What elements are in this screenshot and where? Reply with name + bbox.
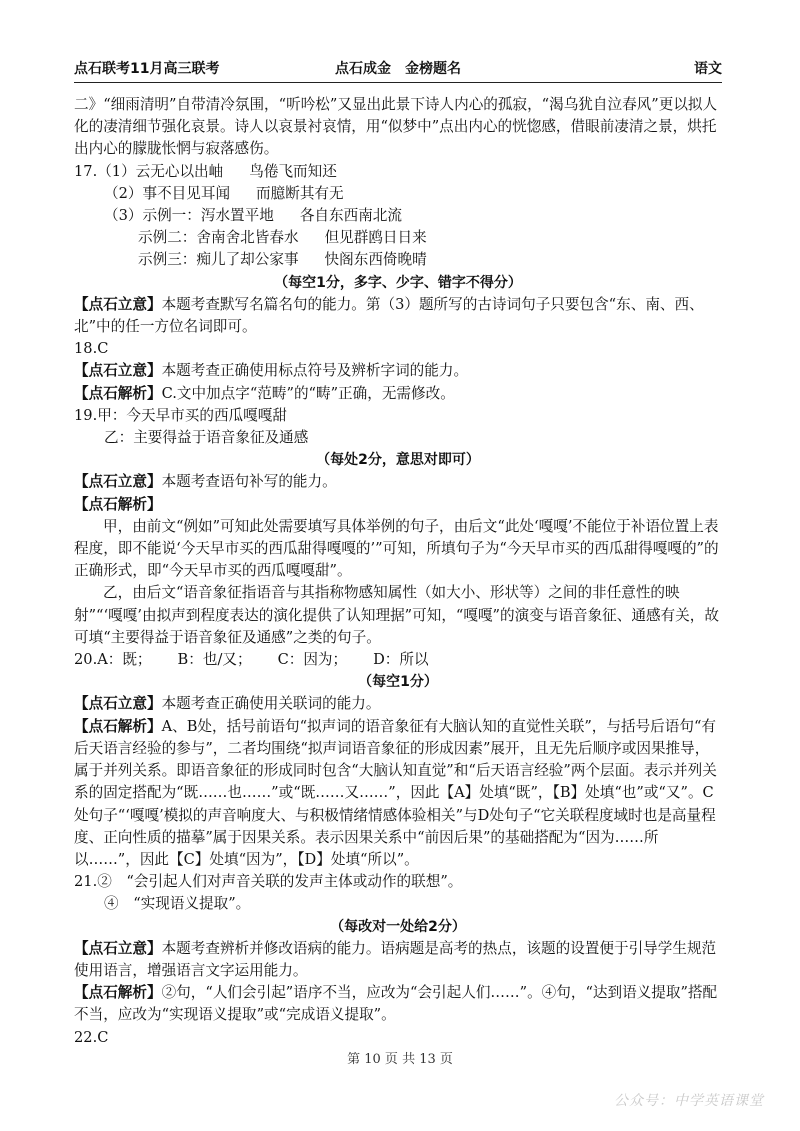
q17-item2: （2）事不目见耳闻 而臆断其有无 xyxy=(104,184,344,202)
q19-analysis-tag: 【点石解析】 xyxy=(74,495,162,513)
q21-answer-a: 21.② “会引起人们对声音关联的发声主体或动作的联想”。 xyxy=(74,873,463,891)
header-slogan: 点石成金 金榜题名 xyxy=(335,61,461,77)
q20-answer: 20.A：既； B：也/又； C：因为； D：所以 xyxy=(74,651,429,669)
q21-scoring: （每改对一处给2分） xyxy=(330,918,466,935)
q21-analysis: 【点石解析】②句，“人们会引起”语序不当，应改为“会引起人们……”。④句，“达到语义提取”搭配不当，应改为“实现语义提取”或“完成语义提取”。 xyxy=(74,984,718,1024)
q17-item3-example2: 示例二：舍南舍北皆春水 但见群鸥日日来 xyxy=(138,229,427,247)
q19-scoring: （每处2分，意思对即可） xyxy=(316,452,480,469)
q20-scoring: （每空1分） xyxy=(358,674,438,691)
q17-scoring: （每空1分，多字、少字、错字不得分） xyxy=(274,274,522,291)
q19-answer-b: 乙：主要得益于语音象征及通感 xyxy=(104,429,309,447)
q18-intent: 【点石立意】本题考查正确使用标点符号及辨析字词的能力。 xyxy=(74,362,469,380)
answer-content xyxy=(74,94,722,1049)
q21-intent: 【点石立意】本题考查辨析并修改语病的能力。语病题是高考的热点，该题的设置便于引导学生规范使用语言，增强语言文字运用能力。 xyxy=(74,939,717,979)
q22-answer: 22.C xyxy=(74,1028,109,1046)
q17-intent: 【点石立意】本题考查默写名篇名句的能力。第（3）题所写的古诗词句子只要包含“东、南、西、北”中的任一方位名词即可。 xyxy=(74,295,704,336)
q19-analysis-p1: 甲，由前文“例如”可知此处需要填写具体举例的句子，由后文“此处‘嘎嘎’不能位于补语位置上表程度，即不能说‘今天早市买的西瓜甜得嘎嘎的’”可知，所填句子为“今天早市买的西瓜甜得嘎嘎的”的正确形式，即“今天早市买的西瓜嘎嘎甜”。 xyxy=(74,517,719,580)
q20-analysis: 【点石解析】A、B处，括号前语句“拟声词的语音象征有大脑认知的直觉性关联”，与括号后语句“有后天语言经验的参与”，二者均围绕“拟声词语音象征的形成因素”展开，且无先后顺序或因果推导，属于并列关系。即语音象征的形成同时包含“大脑认知直觉”和“后天语言经验”两个层面。表示并列关系的固定搭配为“既……也……”或“既……又……”，因此【A】处填“既”，【B】处填“也”或“又”。C处句子“‘嘎嘎’模拟的声音响度大、与积极情绪情感体验相关”与D处句子“它关联程度域时也是高量程度、正向性质的描摹”属于因果关系。表示因果关系中“前因后果”的基础搭配为“因为……所以……”，因此【C】处填“因为”，【D】处填“所以”。 xyxy=(74,717,717,868)
paragraph-continued: 二》“细雨清明”自带清冷氛围，“听吟松”又显出此景下诗人内心的孤寂，“渴乌犹自泣春风”更以拟人化的凄清细节强化哀景。诗人以哀景衬哀情，用“似梦中”点出内心的恍惚感，借眼前凄清之景，烘托出内心的朦胧怅惘与寂落感伤。 xyxy=(74,96,718,158)
q18-analysis: 【点石解析】C.文中加点字“范畴”的“畴”正确，无需修改。 xyxy=(74,384,455,402)
page-number: 第 10 页 共 13 页 xyxy=(347,1052,453,1067)
q19-intent: 【点石立意】本题考查语句补写的能力。 xyxy=(74,473,337,491)
q21-answer-b: ④ “实现语义提取”。 xyxy=(104,895,251,913)
watermark: 公众号：中学英语课堂 xyxy=(614,1093,764,1109)
q17-item3-example1: （3）示例一：泻水置平地 各自东西南北流 xyxy=(104,207,402,225)
page-header xyxy=(74,58,722,83)
q19-analysis-p2: 乙，由后文“语音象征指语音与其指称物感知属性（如大小、形状等）之间的非任意性的映射”“‘嘎嘎’由拟声到程度表达的演化提供了认知理据”可知，“嘎嘎”的演变与语音象征、通感有关，故可填“主要得益于语音象征及通感”之类的句子。 xyxy=(74,584,719,646)
q18-answer: 18.C xyxy=(74,340,109,358)
q20-intent: 【点石立意】本题考查正确使用关联词的能力。 xyxy=(74,695,381,713)
header-subject: 语文 xyxy=(694,61,722,77)
q17-item1: 17.（1）云无心以出岫 鸟倦飞而知还 xyxy=(74,162,337,180)
q17-item3-example3: 示例三：痴儿了却公家事 快阁东西倚晚晴 xyxy=(138,251,427,269)
header-exam-name: 点石联考11月高三联考 xyxy=(74,61,220,77)
q19-answer-a: 19.甲：今天早市买的西瓜嘎嘎甜 xyxy=(74,406,287,424)
